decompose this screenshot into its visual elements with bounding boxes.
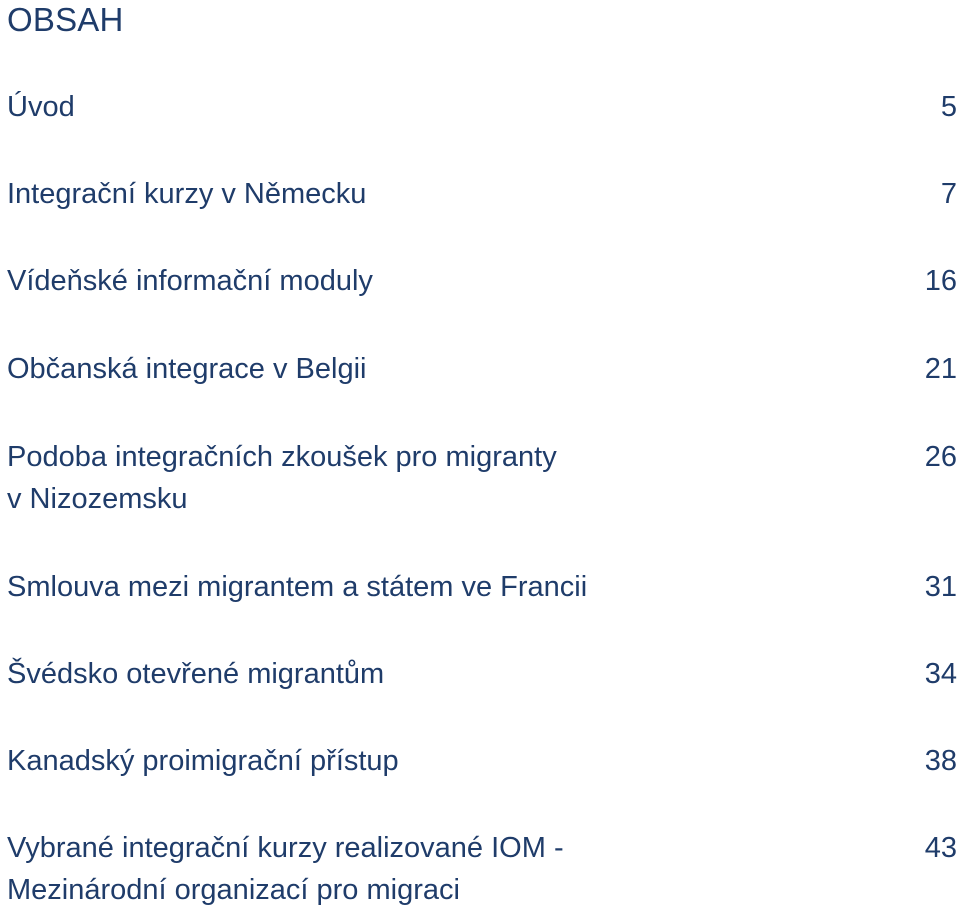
toc-entry[interactable]: [7, 348, 957, 390]
toc-entry-page-number: 26: [924, 441, 957, 473]
toc-entry-title: Integrační kurzy v Německu: [7, 178, 367, 210]
toc-entry-title: Vídeňské informační moduly: [7, 265, 373, 297]
toc-entry-page-number: 21: [924, 353, 957, 385]
toc-entry[interactable]: [7, 173, 957, 215]
toc-entry-title: Švédsko otevřené migrantům: [7, 658, 385, 690]
toc-entry-page-number: 34: [924, 658, 957, 690]
toc-entry[interactable]: [7, 653, 957, 695]
toc-entry[interactable]: [7, 436, 957, 520]
toc-entry[interactable]: [7, 566, 957, 608]
toc-entry[interactable]: [7, 827, 957, 911]
toc-entry[interactable]: [7, 740, 957, 782]
toc-entry-page-number: 43: [924, 832, 957, 864]
toc-entry-page-number: 16: [924, 265, 957, 297]
page-title: OBSAH: [7, 1, 124, 38]
toc-entry-page-number: 5: [940, 91, 957, 123]
toc-entry-title: Podoba integračních zkoušek pro migranty v Nizozemsku: [7, 441, 557, 515]
toc-entry-page-number: 7: [940, 178, 957, 210]
toc-entry-title: Vybrané integrační kurzy realizované IOM - Mezinárodní organizací pro migraci: [7, 832, 564, 906]
toc-entry-page-number: 31: [924, 571, 957, 603]
toc-entry[interactable]: [7, 86, 957, 128]
toc-entry-title: Občanská integrace v Belgii: [7, 353, 367, 385]
toc-entry-title: Smlouva mezi migrantem a státem ve Francii: [7, 571, 588, 603]
toc-entry[interactable]: [7, 260, 957, 302]
toc-entry-page-number: 38: [924, 745, 957, 777]
toc-entry-title: Kanadský proimigrační přístup: [7, 745, 399, 777]
toc-entry-title: Úvod: [7, 91, 75, 123]
